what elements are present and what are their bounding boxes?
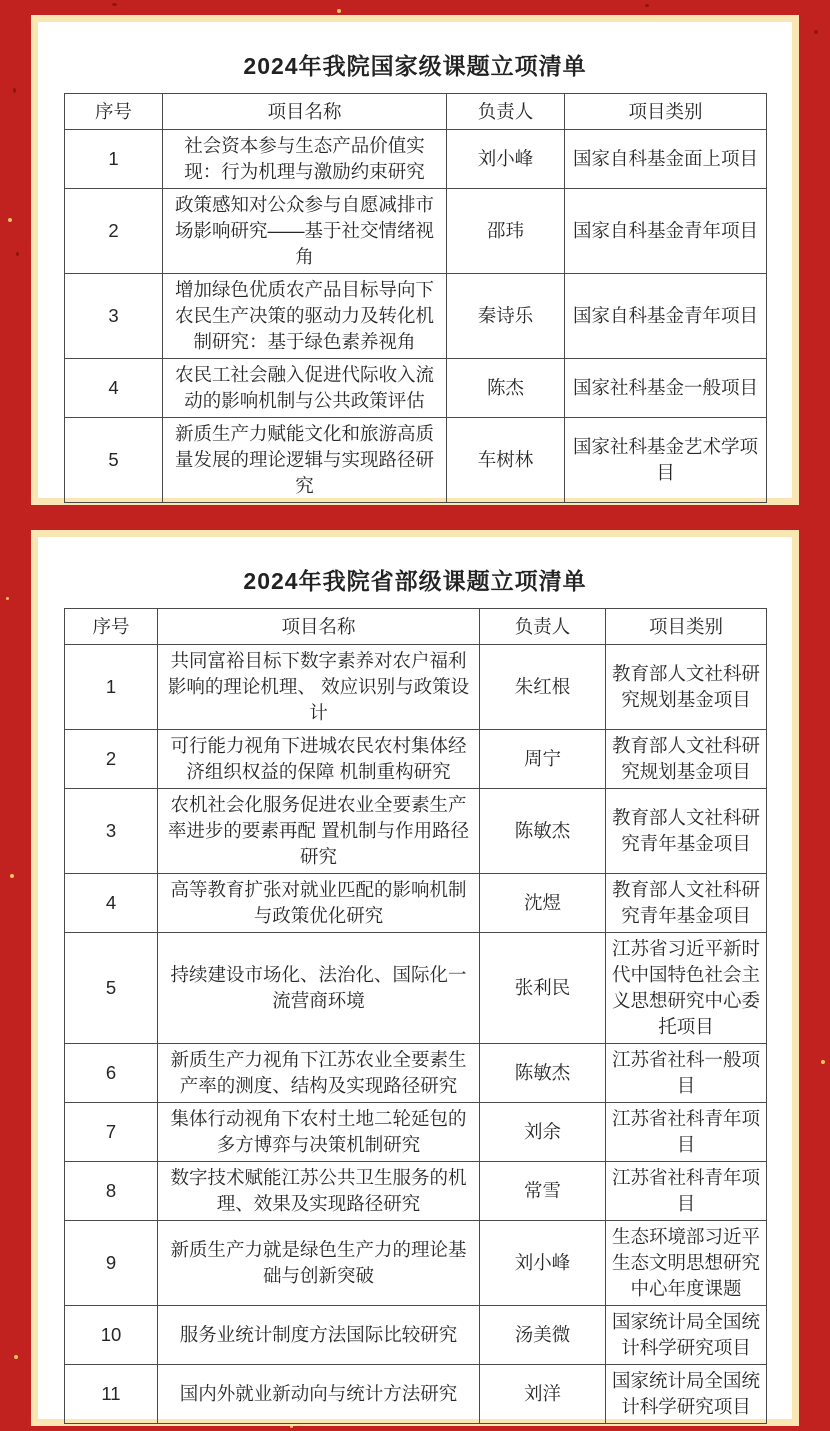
row-project-category: 国家社科基金一般项目 [565, 359, 767, 418]
row-project-category: 江苏省社科青年项目 [606, 1162, 767, 1221]
provincial-table-title: 2024年我院省部级课题立项清单 [243, 568, 587, 594]
row-project-leader: 刘小峰 [480, 1221, 606, 1306]
row-project-name: 社会资本参与生态产品价值实现：行为机理与激励约束研究 [163, 130, 447, 189]
table-row [65, 730, 767, 789]
row-project-category: 教育部人文社科研究规划基金项目 [606, 645, 767, 730]
row-serial-number: 4 [65, 359, 163, 418]
table-row [65, 189, 767, 274]
confetti-speck [13, 88, 16, 93]
row-serial-number: 4 [65, 874, 158, 933]
table-row [65, 359, 767, 418]
row-serial-number: 1 [65, 645, 158, 730]
row-project-leader: 汤美微 [480, 1306, 606, 1365]
row-project-leader: 刘洋 [480, 1365, 606, 1424]
table-row [65, 645, 767, 730]
row-project-name: 可行能力视角下进城农民农村集体经济组织权益的保障 机制重构研究 [158, 730, 480, 789]
table-row [65, 1306, 767, 1365]
row-project-leader: 沈煜 [480, 874, 606, 933]
national-table-title: 2024年我院国家级课题立项清单 [243, 53, 587, 79]
row-project-leader: 刘小峰 [447, 130, 565, 189]
row-serial-number: 1 [65, 130, 163, 189]
table-row [65, 418, 767, 503]
header-project-category: 项目类别 [606, 609, 767, 645]
header-project-leader: 负责人 [480, 609, 606, 645]
row-project-category: 国家社科基金艺术学项目 [565, 418, 767, 503]
table-row [65, 789, 767, 874]
table-row [65, 1365, 767, 1424]
row-project-name: 增加绿色优质农产品目标导向下农民生产决策的驱动力及转化机制研究：基于绿色素养视角 [163, 274, 447, 359]
row-project-leader: 秦诗乐 [447, 274, 565, 359]
row-project-name: 农机社会化服务促进农业全要素生产率进步的要素再配 置机制与作用路径研究 [158, 789, 480, 874]
header-project-leader: 负责人 [447, 94, 565, 130]
row-serial-number: 6 [65, 1044, 158, 1103]
row-serial-number: 2 [65, 730, 158, 789]
row-project-leader: 刘余 [480, 1103, 606, 1162]
row-project-leader: 张利民 [480, 933, 606, 1044]
confetti-speck [10, 874, 14, 878]
table-header-row [65, 94, 767, 130]
row-project-category: 国家自科基金青年项目 [565, 189, 767, 274]
header-project-name: 项目名称 [163, 94, 447, 130]
header-serial-number: 序号 [65, 94, 163, 130]
row-project-name: 国内外就业新动向与统计方法研究 [158, 1365, 480, 1424]
row-serial-number: 2 [65, 189, 163, 274]
row-project-name: 农民工社会融入促进代际收入流动的影响机制与公共政策评估 [163, 359, 447, 418]
row-project-leader: 车树林 [447, 418, 565, 503]
row-project-name: 高等教育扩张对就业匹配的影响机制与政策优化研究 [158, 874, 480, 933]
row-project-name: 持续建设市场化、法治化、国际化一流营商环境 [158, 933, 480, 1044]
confetti-speck [8, 218, 12, 222]
row-project-name: 集体行动视角下农村土地二轮延包的多方博弈与决策机制研究 [158, 1103, 480, 1162]
table-header-row [65, 609, 767, 645]
confetti-speck [14, 1355, 18, 1359]
row-project-category: 江苏省习近平新时代中国特色社会主义思想研究中心委托项目 [606, 933, 767, 1044]
table-row [65, 274, 767, 359]
table-row [65, 130, 767, 189]
national-projects-table [64, 93, 767, 503]
row-project-leader: 陈敏杰 [480, 789, 606, 874]
row-project-name: 新质生产力视角下江苏农业全要素生产率的测度、结构及实现路径研究 [158, 1044, 480, 1103]
confetti-speck [814, 30, 818, 34]
table-row [65, 1044, 767, 1103]
row-serial-number: 5 [65, 933, 158, 1044]
confetti-speck [337, 9, 341, 13]
row-project-leader: 常雪 [480, 1162, 606, 1221]
row-project-leader: 陈杰 [447, 359, 565, 418]
row-project-name: 政策感知对公众参与自愿减排市场影响研究——基于社交情绪视角 [163, 189, 447, 274]
row-project-name: 共同富裕目标下数字素养对农户福利影响的理论机理、 效应识别与政策设计 [158, 645, 480, 730]
row-project-leader: 朱红根 [480, 645, 606, 730]
confetti-speck [6, 597, 9, 600]
row-serial-number: 3 [65, 274, 163, 359]
header-serial-number: 序号 [65, 609, 158, 645]
row-project-category: 国家统计局全国统计科学研究项目 [606, 1306, 767, 1365]
row-project-leader: 陈敏杰 [480, 1044, 606, 1103]
row-project-category: 教育部人文社科研究规划基金项目 [606, 730, 767, 789]
row-serial-number: 9 [65, 1221, 158, 1306]
header-project-name: 项目名称 [158, 609, 480, 645]
table-row [65, 1221, 767, 1306]
confetti-speck [112, 3, 117, 6]
row-project-name: 服务业统计制度方法国际比较研究 [158, 1306, 480, 1365]
confetti-speck [821, 1060, 825, 1064]
row-project-category: 国家统计局全国统计科学研究项目 [606, 1365, 767, 1424]
row-project-leader: 邵玮 [447, 189, 565, 274]
row-serial-number: 11 [65, 1365, 158, 1424]
row-project-category: 江苏省社科青年项目 [606, 1103, 767, 1162]
row-project-category: 江苏省社科一般项目 [606, 1044, 767, 1103]
row-project-name: 数字技术赋能江苏公共卫生服务的机理、效果及实现路径研究 [158, 1162, 480, 1221]
provincial-projects-card [31, 530, 799, 1426]
header-project-category: 项目类别 [565, 94, 767, 130]
row-serial-number: 5 [65, 418, 163, 503]
confetti-speck [645, 4, 649, 7]
row-project-category: 国家自科基金面上项目 [565, 130, 767, 189]
table-row [65, 874, 767, 933]
row-serial-number: 8 [65, 1162, 158, 1221]
row-project-category: 教育部人文社科研究青年基金项目 [606, 874, 767, 933]
row-project-category: 教育部人文社科研究青年基金项目 [606, 789, 767, 874]
provincial-projects-table [64, 608, 767, 1424]
row-project-category: 生态环境部习近平生态文明思想研究中心年度课题 [606, 1221, 767, 1306]
national-projects-card [31, 15, 799, 505]
row-project-category: 国家自科基金青年项目 [565, 274, 767, 359]
row-project-name: 新质生产力就是绿色生产力的理论基础与创新突破 [158, 1221, 480, 1306]
table-row [65, 1162, 767, 1221]
row-serial-number: 7 [65, 1103, 158, 1162]
table-row [65, 933, 767, 1044]
confetti-speck [16, 252, 19, 256]
row-serial-number: 10 [65, 1306, 158, 1365]
row-project-name: 新质生产力赋能文化和旅游高质量发展的理论逻辑与实现路径研究 [163, 418, 447, 503]
table-row [65, 1103, 767, 1162]
row-project-leader: 周宁 [480, 730, 606, 789]
row-serial-number: 3 [65, 789, 158, 874]
